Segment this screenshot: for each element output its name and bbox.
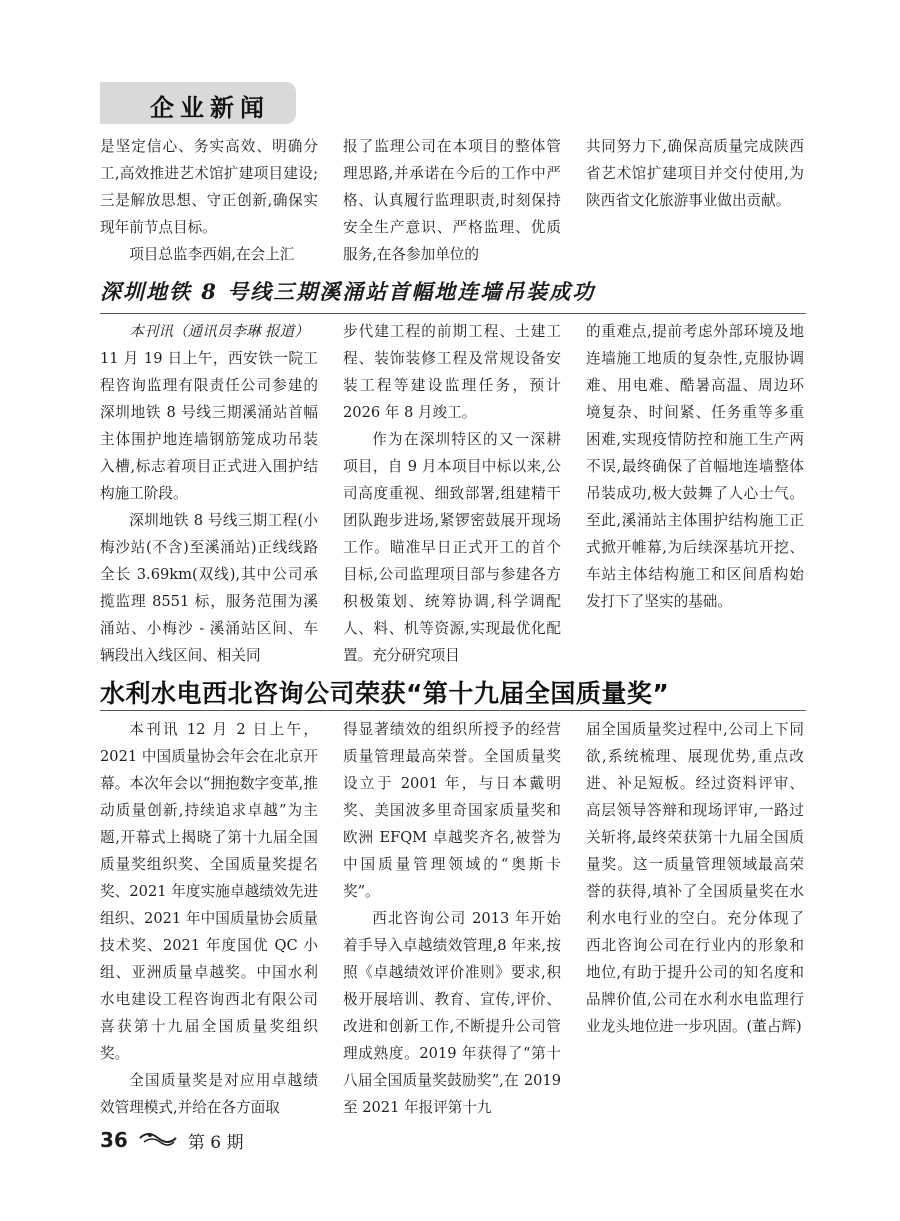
article2-column-2 <box>343 716 561 1121</box>
article2-column-3 <box>586 716 804 1040</box>
paragraph: 报了监理公司在本项目的整体管理思路,并承诺在今后的工作中严格、认真履行监理职责,时刻保持安全生产意识、严格监理、优质服务,在各参加单位的 <box>343 138 561 263</box>
article1-headline: 深圳地铁 8 号线三期溪涌站首幅地连墙吊装成功 <box>100 279 596 304</box>
byline: 本刊讯（通讯员李琳 报道） <box>129 323 309 340</box>
paragraph: 深圳地铁 8 号线三期工程(小梅沙站(不含)至溪涌站)正线线路全长 3.69km(双线),其中公司承揽监理 8551 标，服务范围为溪涌站、小梅沙 - 溪涌站区间、车辆段出入线区间、相关同 <box>100 512 318 664</box>
magazine-logo-icon <box>138 1128 178 1152</box>
section-title: 企业新闻 <box>150 93 270 122</box>
page-footer <box>100 1123 243 1157</box>
paragraph: 作为在深圳特区的又一深耕项目，自 9 月本项目中标以来,公司高度重视、细致部署,组建精干团队跑步进场,紧锣密鼓展开现场工作。瞄准早日正式开工的首个目标,公司监理项目部与参建各方积极策划、统筹协调,科学调配人、料、机等资源,实现最优化配置。充分研究项目 <box>343 431 561 664</box>
paragraph: 11 月 19 日上午，西安铁一院工程咨询监理有限责任公司参建的深圳地铁 8 号线三期溪涌站首幅主体围护地连墙钢筋笼成功吊装入槽,标志着项目正式进入围护结构施工阶段。 <box>100 350 318 502</box>
paragraph: 届全国质量奖过程中,公司上下同欲,系统梳理、展现优势,重点改进、补足短板。经过资料评审、高层领导答辩和现场评审,一路过关斩将,最终荣获第十九届全国质量奖。这一质量管理领域最高荣誉的获得,填补了全国质量奖在水利水电行业的空白。充分体现了西北咨询公司在行业内的形象和地位,有助于提升公司的知名度和品牌价值,公司在水利水电监理行业龙头地位进一步巩固。(董占辉) <box>586 721 804 1035</box>
article0-column-2 <box>343 133 561 268</box>
article2-headline: 水利水电西北咨询公司荣获“第十九届全国质量奖” <box>100 679 670 708</box>
paragraph: 西北咨询公司 2013 年开始着手导入卓越绩效管理,8 年来,按照《卓越绩效评价准则》要求,积极开展培训、教育、宣传,评价、改进和创新工作,不断提升公司管理成熟度。2019 年获得了“第十八届全国质量奖鼓励奖”,在 2019 至 2021 年报评第十九 <box>343 910 561 1116</box>
issue-number: 第 6 期 <box>187 1132 244 1153</box>
article0-column-1 <box>100 133 318 268</box>
paragraph: 步代建工程的前期工程、土建工程、装饰装修工程及常规设备安装工程等建设监理任务，预计 2026 年 8 月竣工。 <box>343 323 561 421</box>
divider <box>100 313 806 314</box>
paragraph: 得显著绩效的组织所授予的经营质量管理最高荣誉。全国质量奖设立于 2001 年，与日本戴明奖、美国波多里奇国家质量奖和欧洲 EFQM 卓越奖齐名,被誉为中国质量管理领域的“奥斯卡奖”。 <box>343 721 561 900</box>
article0-column-3 <box>586 133 804 214</box>
divider <box>100 710 806 711</box>
article1-column-1 <box>100 318 318 669</box>
article2-column-1 <box>100 716 318 1121</box>
article1-column-2 <box>343 318 561 669</box>
page-number: 36 <box>100 1128 128 1152</box>
paragraph: 的重难点,提前考虑外部环境及地连墙施工地质的复杂性,克服协调难、用电难、酷暑高温、周边环境复杂、时间紧、任务重等多重困难,实现疫情防控和施工生产两不误,最终确保了首幅地连墙整体吊装成功,极大鼓舞了人心士气。至此,溪涌站主体围护结构施工正式掀开帷幕,为后续深基坑开挖、车站主体结构施工和区间盾构始发打下了坚实的基础。 <box>586 323 804 610</box>
paragraph: 共同努力下,确保高质量完成陕西省艺术馆扩建项目并交付使用,为陕西省文化旅游事业做出贡献。 <box>586 138 804 209</box>
paragraph: 是坚定信心、务实高效、明确分工,高效推进艺术馆扩建项目建设;三是解放思想、守正创新,确保实现年前节点目标。 <box>100 138 318 236</box>
section-header <box>100 82 296 124</box>
paragraph: 项目总监李西娟,在会上汇 <box>129 246 295 263</box>
article1-column-3 <box>586 318 804 615</box>
paragraph: 本刊讯 12 月 2 日上午，2021 中国质量协会年会在北京开幕。本次年会以“拥抱数字变革,推动质量创新,持续追求卓越”为主题,开幕式上揭晓了第十九届全国质量奖组织奖、全国质量奖提名奖、2021 年度实施卓越绩效先进组织、2021 年中国质量协会质量技术奖、2021 年度国优 QC 小组、亚洲质量卓越奖。中国水利水电建设工程咨询西北有限公司喜获第十九届全国质量奖组织奖。 <box>100 721 318 1062</box>
paragraph: 全国质量奖是对应用卓越绩效管理模式,并给在各方面取 <box>100 1072 318 1116</box>
